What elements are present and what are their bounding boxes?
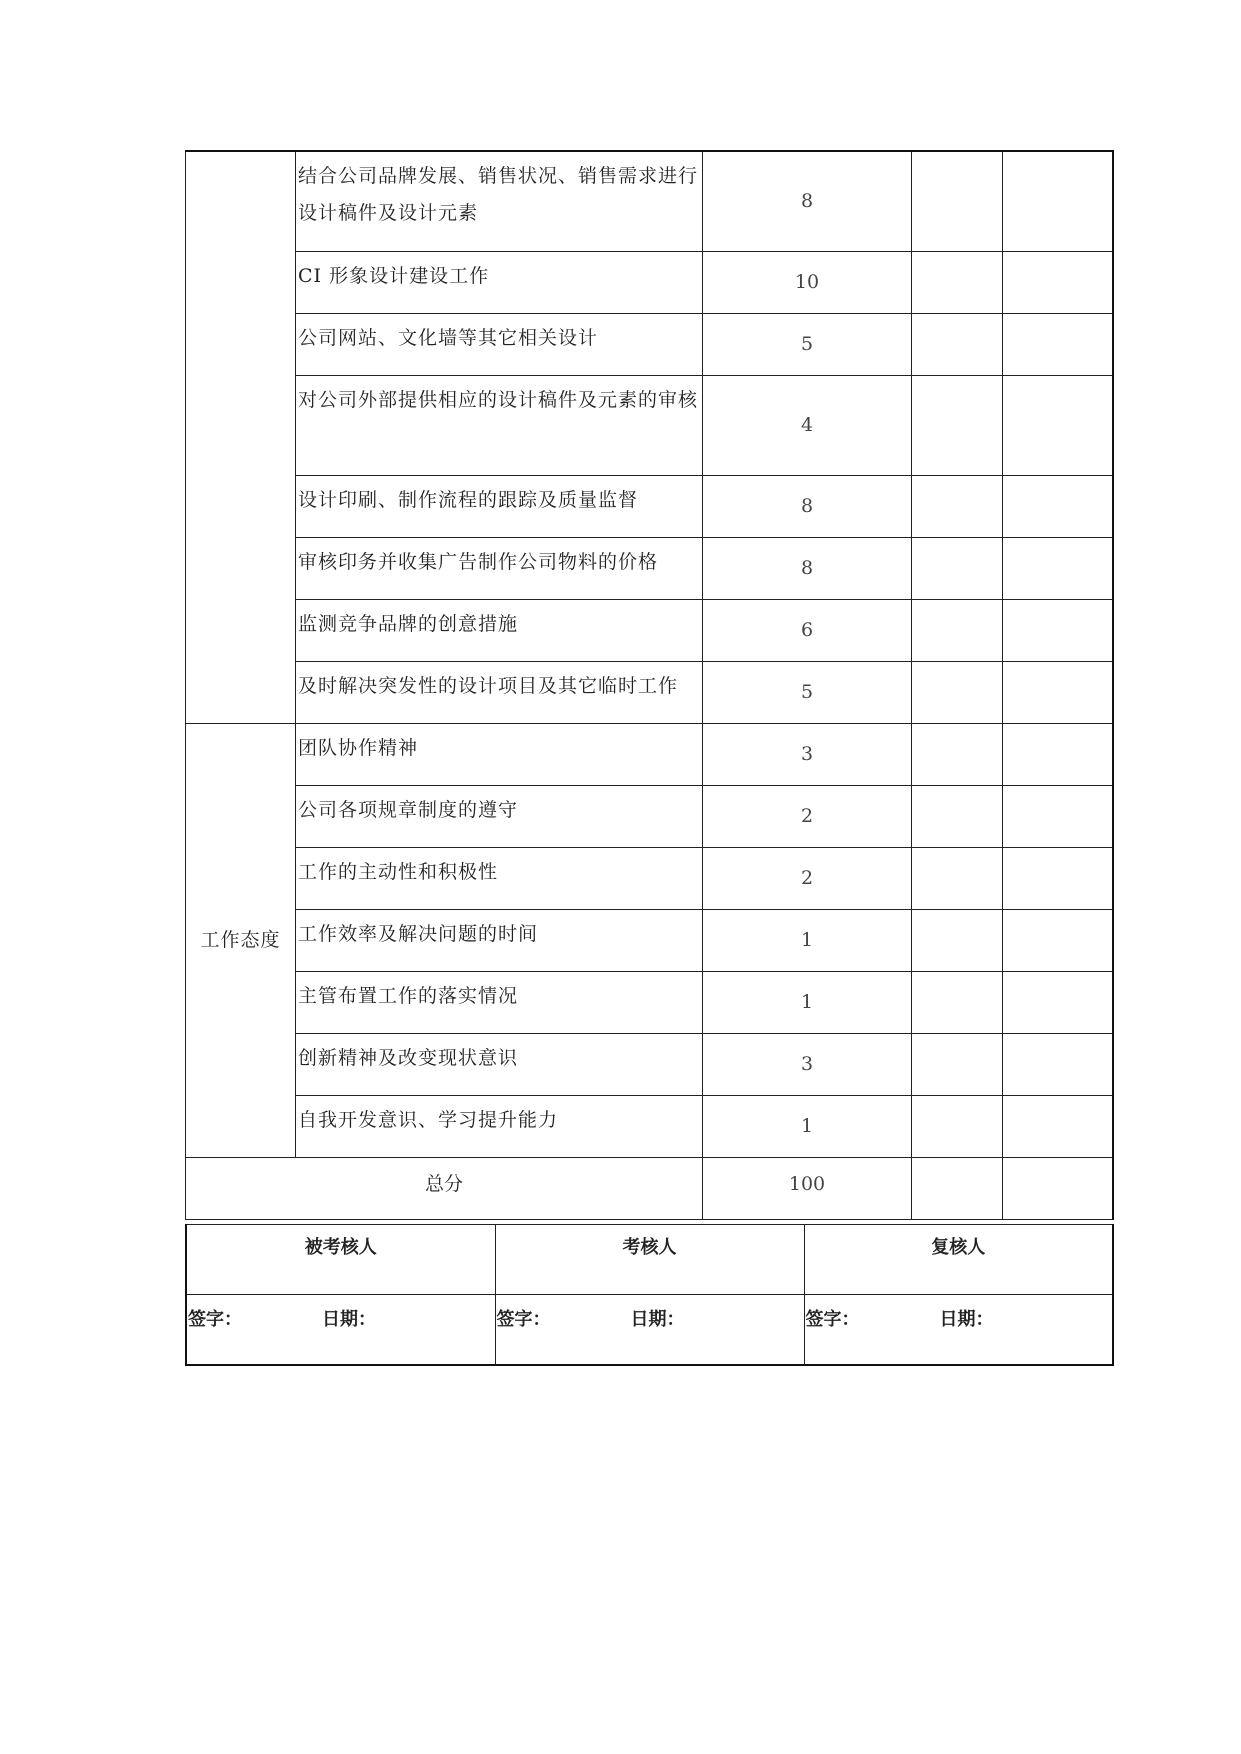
blank-cell — [912, 375, 1003, 475]
item-cell: 对公司外部提供相应的设计稿件及元素的审核 — [296, 375, 703, 475]
blank-cell — [912, 661, 1003, 723]
item-cell: 工作的主动性和积极性 — [296, 847, 703, 909]
blank-cell — [1003, 909, 1113, 971]
blank-cell — [1003, 847, 1113, 909]
item-cell: 自我开发意识、学习提升能力 — [296, 1095, 703, 1157]
header-assessee: 被考核人 — [186, 1225, 495, 1295]
score-cell: 8 — [703, 475, 912, 537]
date-label: 日期： — [630, 1309, 685, 1330]
score-cell: 4 — [703, 375, 912, 475]
score-cell: 1 — [703, 1095, 912, 1157]
item-cell: 主管布置工作的落实情况 — [296, 971, 703, 1033]
table-row — [186, 475, 1113, 537]
blank-cell — [912, 251, 1003, 313]
table-row — [186, 971, 1113, 1033]
blank-cell — [1003, 599, 1113, 661]
blank-cell — [1003, 251, 1113, 313]
blank-cell — [912, 151, 1003, 251]
item-cell: 及时解决突发性的设计项目及其它临时工作 — [296, 661, 703, 723]
score-cell: 1 — [703, 909, 912, 971]
item-cell: 公司网站、文化墙等其它相关设计 — [296, 313, 703, 375]
table-row — [186, 785, 1113, 847]
assessor-sign-field[interactable] — [495, 1295, 804, 1366]
assessee-sign-field[interactable] — [186, 1295, 495, 1366]
table-row — [186, 599, 1113, 661]
sign-label: 签字： — [496, 1309, 551, 1330]
table-row — [186, 847, 1113, 909]
blank-cell — [1003, 971, 1113, 1033]
blank-cell — [912, 971, 1003, 1033]
blank-cell — [912, 313, 1003, 375]
header-assessor: 考核人 — [495, 1225, 804, 1295]
blank-cell — [1003, 375, 1113, 475]
signoff-sign-row — [186, 1295, 1113, 1366]
item-cell: CI 形象设计建设工作 — [296, 251, 703, 313]
item-cell: 团队协作精神 — [296, 723, 703, 785]
blank-cell — [1003, 1033, 1113, 1095]
score-cell: 5 — [703, 313, 912, 375]
score-cell: 6 — [703, 599, 912, 661]
item-cell: 结合公司品牌发展、销售状况、销售需求进行设计稿件及设计元素 — [296, 151, 703, 251]
blank-cell — [912, 785, 1003, 847]
score-cell: 1 — [703, 971, 912, 1033]
table-row — [186, 151, 1113, 251]
signoff-header-row — [186, 1225, 1113, 1295]
blank-cell — [1003, 661, 1113, 723]
reviewer-sign-field[interactable] — [804, 1295, 1113, 1366]
score-cell: 5 — [703, 661, 912, 723]
score-cell: 3 — [703, 1033, 912, 1095]
item-cell: 监测竞争品牌的创意措施 — [296, 599, 703, 661]
score-cell: 10 — [703, 251, 912, 313]
score-cell: 8 — [703, 151, 912, 251]
item-cell: 审核印务并收集广告制作公司物料的价格 — [296, 537, 703, 599]
table-row — [186, 661, 1113, 723]
table-row — [186, 537, 1113, 599]
item-cell: 设计印刷、制作流程的跟踪及质量监督 — [296, 475, 703, 537]
blank-cell — [912, 537, 1003, 599]
blank-cell — [912, 475, 1003, 537]
table-row — [186, 1033, 1113, 1095]
item-cell: 工作效率及解决问题的时间 — [296, 909, 703, 971]
blank-cell — [1003, 313, 1113, 375]
blank-cell — [1003, 1095, 1113, 1157]
total-label: 总分 — [186, 1157, 703, 1219]
table-row — [186, 251, 1113, 313]
table-row — [186, 375, 1113, 475]
blank-cell — [912, 723, 1003, 785]
category-cell-attitude: 工作态度 — [186, 723, 296, 1157]
item-cell: 公司各项规章制度的遵守 — [296, 785, 703, 847]
score-cell: 2 — [703, 847, 912, 909]
blank-cell — [1003, 151, 1113, 251]
signoff-table — [185, 1224, 1114, 1366]
score-cell: 2 — [703, 785, 912, 847]
blank-cell — [1003, 537, 1113, 599]
category-cell-empty — [186, 151, 296, 723]
date-label: 日期： — [939, 1309, 994, 1330]
score-cell: 3 — [703, 723, 912, 785]
blank-cell — [1003, 475, 1113, 537]
total-row — [186, 1157, 1113, 1219]
table-row — [186, 1095, 1113, 1157]
blank-cell — [912, 1157, 1003, 1219]
sign-label: 签字： — [805, 1309, 860, 1330]
blank-cell — [1003, 723, 1113, 785]
table-row — [186, 723, 1113, 785]
sign-label: 签字： — [188, 1309, 242, 1330]
blank-cell — [912, 1033, 1003, 1095]
blank-cell — [1003, 785, 1113, 847]
total-score: 100 — [703, 1157, 912, 1219]
item-cell: 创新精神及改变现状意识 — [296, 1033, 703, 1095]
blank-cell — [912, 599, 1003, 661]
header-reviewer: 复核人 — [804, 1225, 1113, 1295]
blank-cell — [912, 1095, 1003, 1157]
blank-cell — [912, 909, 1003, 971]
table-row — [186, 909, 1113, 971]
score-cell: 8 — [703, 537, 912, 599]
blank-cell — [1003, 1157, 1113, 1219]
evaluation-table — [185, 150, 1114, 1220]
date-label: 日期： — [322, 1309, 376, 1330]
blank-cell — [912, 847, 1003, 909]
table-row — [186, 313, 1113, 375]
